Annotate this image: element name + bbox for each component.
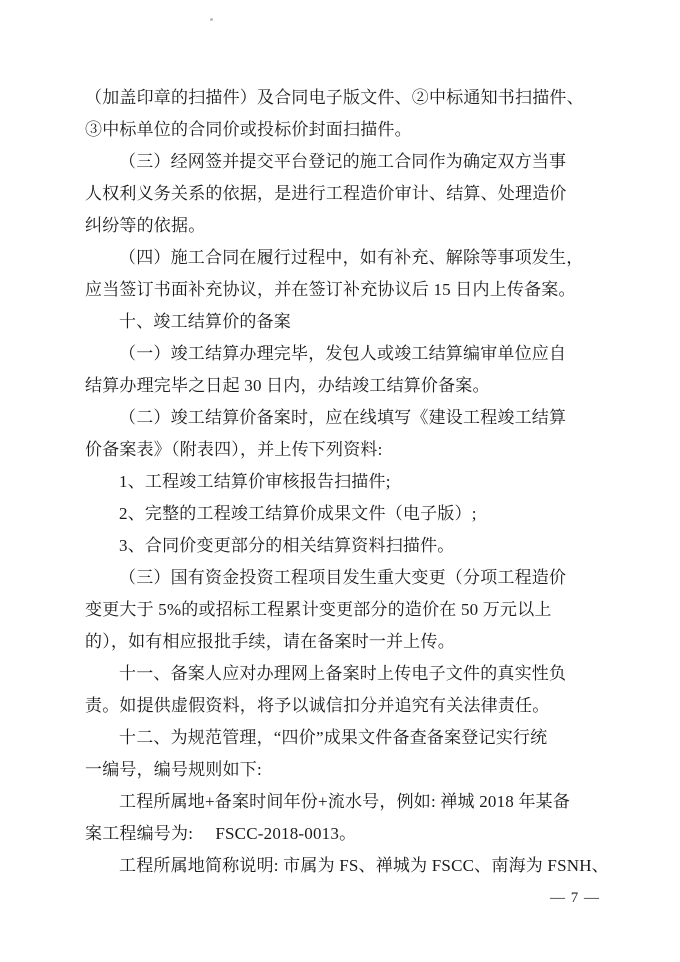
- text-line: 工程所属地+备案时间年份+流水号，例如: 禅城 2018 年某备: [119, 792, 571, 811]
- text-line: ③中标单位的合同价或投标价封面扫描件。: [85, 120, 412, 139]
- text-line: 变更大于 5%的或招标工程累计变更部分的造价在 50 万元以上: [85, 600, 552, 619]
- section-heading-line: 十一、备案人应对办理网上备案时上传电子文件的真实性负: [119, 664, 567, 683]
- text-line: 责。如提供虚假资料，将予以诚信扣分并追究有关法律责任。: [85, 696, 550, 715]
- text-line: （三）经网签并提交平台登记的施工合同作为确定双方当事: [119, 152, 567, 171]
- section-heading-line: 十二、为规范管理，“四价”成果文件备查备案登记实行统: [119, 728, 548, 747]
- text-line: 应当签订书面补充协议，并在签订补充协议后 15 日内上传备案。: [85, 280, 576, 299]
- text-line: （一）竣工结算办理完毕，发包人或竣工结算编审单位应自: [119, 344, 567, 363]
- section-heading-line: 十、竣工结算价的备案: [119, 312, 291, 331]
- text-line: （三）国有资金投资工程项目发生重大变更（分项工程造价: [119, 568, 567, 587]
- text-line: （加盖印章的扫描件）及合同电子版文件、②中标通知书扫描件、: [85, 88, 584, 107]
- text-line: 案工程编号为: FSCC-2018-0013。: [85, 824, 357, 843]
- scan-speck: [210, 18, 213, 21]
- page-number: — 7 —: [550, 890, 600, 906]
- text-line: 人权利义务关系的依据，是进行工程造价审计、结算、处理造价: [85, 184, 567, 203]
- text-line: 纠纷等的依据。: [85, 216, 206, 235]
- text-line: 一编号，编号规则如下:: [85, 760, 262, 779]
- text-line: （四）施工合同在履行过程中，如有补充、解除等事项发生，: [119, 248, 584, 267]
- text-line: 结算办理完毕之日起 30 日内，办结竣工结算价备案。: [85, 376, 490, 395]
- text-line: 价备案表》（附表四），并上传下列资料:: [85, 440, 383, 459]
- list-item-line: 2、完整的工程竣工结算价成果文件（电子版）;: [119, 504, 477, 523]
- list-item-line: 3、合同价变更部分的相关结算资料扫描件。: [119, 536, 455, 555]
- list-item-line: 1、工程竣工结算价审核报告扫描件;: [119, 472, 391, 491]
- text-line: 的），如有相应报批手续，请在备案时一并上传。: [85, 632, 455, 651]
- text-line: （二）竣工结算价备案时，应在线填写《建设工程竣工结算: [119, 408, 567, 427]
- text-line: 工程所属地简称说明: 市属为 FS、禅城为 FSCC、南海为 FSNH、: [119, 856, 609, 875]
